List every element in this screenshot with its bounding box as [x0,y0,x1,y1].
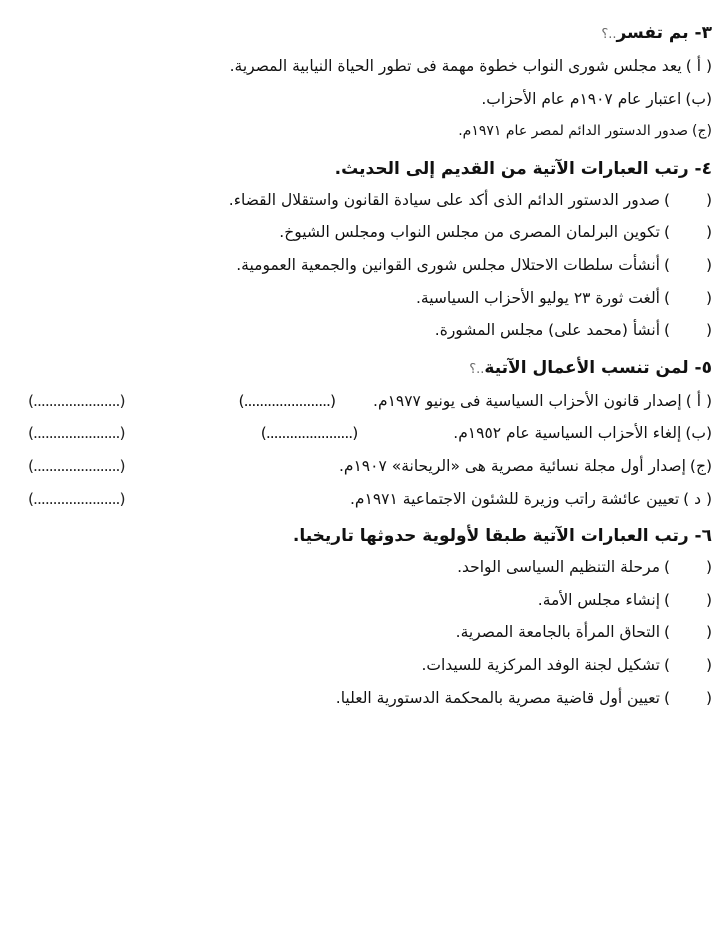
item-marker: (ج) [692,123,712,140]
answer-bracket[interactable] [664,682,712,715]
item-text: صدور الدستور الدائم الذى أكد على سيادة القانون واستقلال القضاء. [228,190,660,209]
item-text: تكوين البرلمان المصرى من مجلس النواب ومجلس الشيوخ. [279,223,660,242]
item-text: مرحلة التنظيم السياسى الواحد. [457,558,660,577]
section-4-item [14,216,712,249]
open-bracket: ( [705,590,712,609]
item-text: إصدار قانون الأحزاب السياسية فى يونيو ١٩٧٧م. [373,391,682,410]
item-marker: (ج) [689,456,712,475]
item-text: أنشأ (محمد على) مجلس المشورة. [434,321,660,340]
section-5-suffix: ..؟ [469,361,485,377]
answer-blank[interactable]: (......................) [28,391,125,410]
open-bracket: ( [705,190,712,209]
section-3-item [14,50,712,83]
section-6-heading [14,521,712,551]
section-5-number: ٥- [694,357,712,378]
section-6 [14,521,712,714]
open-bracket: ( [705,558,712,577]
section-5-item [14,483,712,516]
section-6-item [14,584,712,617]
section-5-heading [14,353,712,385]
item-marker: (ب) [685,89,712,108]
item-text: إلغاء الأحزاب السياسية عام ١٩٥٢م. [453,424,682,443]
close-bracket: ) [664,558,671,577]
section-3-suffix: ..؟ [601,27,617,42]
section-4-item [14,249,712,282]
open-bracket: ( [705,255,712,274]
open-bracket: ( [705,623,712,642]
answer-bracket[interactable] [664,584,712,617]
close-bracket: ) [664,623,671,642]
close-bracket: ) [664,590,671,609]
section-3-item [14,115,712,148]
section-4-number: ٤- [694,158,712,179]
item-text: تعيين أول قاضية مصرية بالمحكمة الدستورية العليا. [335,688,660,707]
section-5-item [14,385,712,418]
section-6-item [14,649,712,682]
open-bracket: ( [705,655,712,674]
item-text: تعيين عائشة راتب وزيرة للشئون الاجتماعية ١٩٧١م. [350,489,680,508]
item-text: صدور الدستور الدائم لمصر عام ١٩٧١م. [458,123,689,140]
item-text: أنشأت سلطات الاحتلال مجلس شورى القوانين والجمعية العمومية. [236,255,660,274]
answer-bracket[interactable] [664,282,712,315]
close-bracket: ) [664,223,671,242]
answer-blank[interactable]: (......................) [28,456,125,475]
close-bracket: ) [664,190,671,209]
section-4-title: رتب العبارات الآتية من القديم إلى الحديث. [334,158,689,179]
section-5 [14,353,712,515]
section-3-title: بم تفسر [616,23,689,43]
close-bracket: ) [664,321,671,340]
item-marker: ( أ ) [685,391,712,410]
answer-bracket[interactable] [664,649,712,682]
section-5-item [14,450,712,483]
section-6-item [14,682,712,715]
open-bracket: ( [705,688,712,707]
section-4 [14,154,712,347]
section-6-item [14,551,712,584]
section-5-title: لمن تنسب الأعمال الآتية [484,357,689,378]
answer-bracket[interactable] [664,616,712,649]
answer-bracket[interactable] [664,216,712,249]
section-3-item [14,83,712,116]
section-6-item [14,616,712,649]
item-text: اعتبار عام ١٩٠٧م عام الأحزاب. [481,89,682,108]
section-4-heading [14,154,712,184]
item-text: يعد مجلس شورى النواب خطوة مهمة فى تطور الحياة النيابية المصرية. [229,57,682,75]
open-bracket: ( [705,288,712,307]
section-6-title: رتب العبارات الآتية طبقا لأولوية حدوثها تاريخيا. [292,526,689,547]
item-text: تشكيل لجنة الوفد المركزية للسيدات. [421,655,660,674]
item-text: التحاق المرأة بالجامعة المصرية. [455,623,660,642]
answer-blank-mid[interactable]: (......................) [238,391,336,410]
section-4-item [14,184,712,217]
item-marker: (ب) [685,424,712,443]
section-5-item [14,417,712,450]
item-marker: ( أ ) [685,57,712,75]
section-6-number: ٦- [694,526,712,547]
section-3-number: ٣- [694,23,712,43]
section-4-item [14,314,712,347]
section-4-item [14,282,712,315]
open-bracket: ( [705,223,712,242]
answer-blank-mid[interactable]: (......................) [260,424,358,443]
answer-bracket[interactable] [664,551,712,584]
answer-blank[interactable]: (......................) [28,424,125,443]
item-text: ألغت ثورة ٢٣ يوليو الأحزاب السياسية. [415,288,660,307]
close-bracket: ) [664,655,671,674]
item-text: إصدار أول مجلة نسائية مصرية هى «الريحانة» ١٩٠٧م. [338,456,686,475]
close-bracket: ) [664,688,671,707]
item-marker: ( د ) [683,489,712,508]
close-bracket: ) [664,288,671,307]
section-3-heading [14,18,712,50]
answer-bracket[interactable] [664,184,712,217]
answer-blank[interactable]: (......................) [28,489,125,508]
answer-bracket[interactable] [664,314,712,347]
section-3 [14,18,712,148]
close-bracket: ) [664,255,671,274]
answer-bracket[interactable] [664,249,712,282]
open-bracket: ( [705,321,712,340]
item-text: إنشاء مجلس الأمة. [537,590,660,609]
